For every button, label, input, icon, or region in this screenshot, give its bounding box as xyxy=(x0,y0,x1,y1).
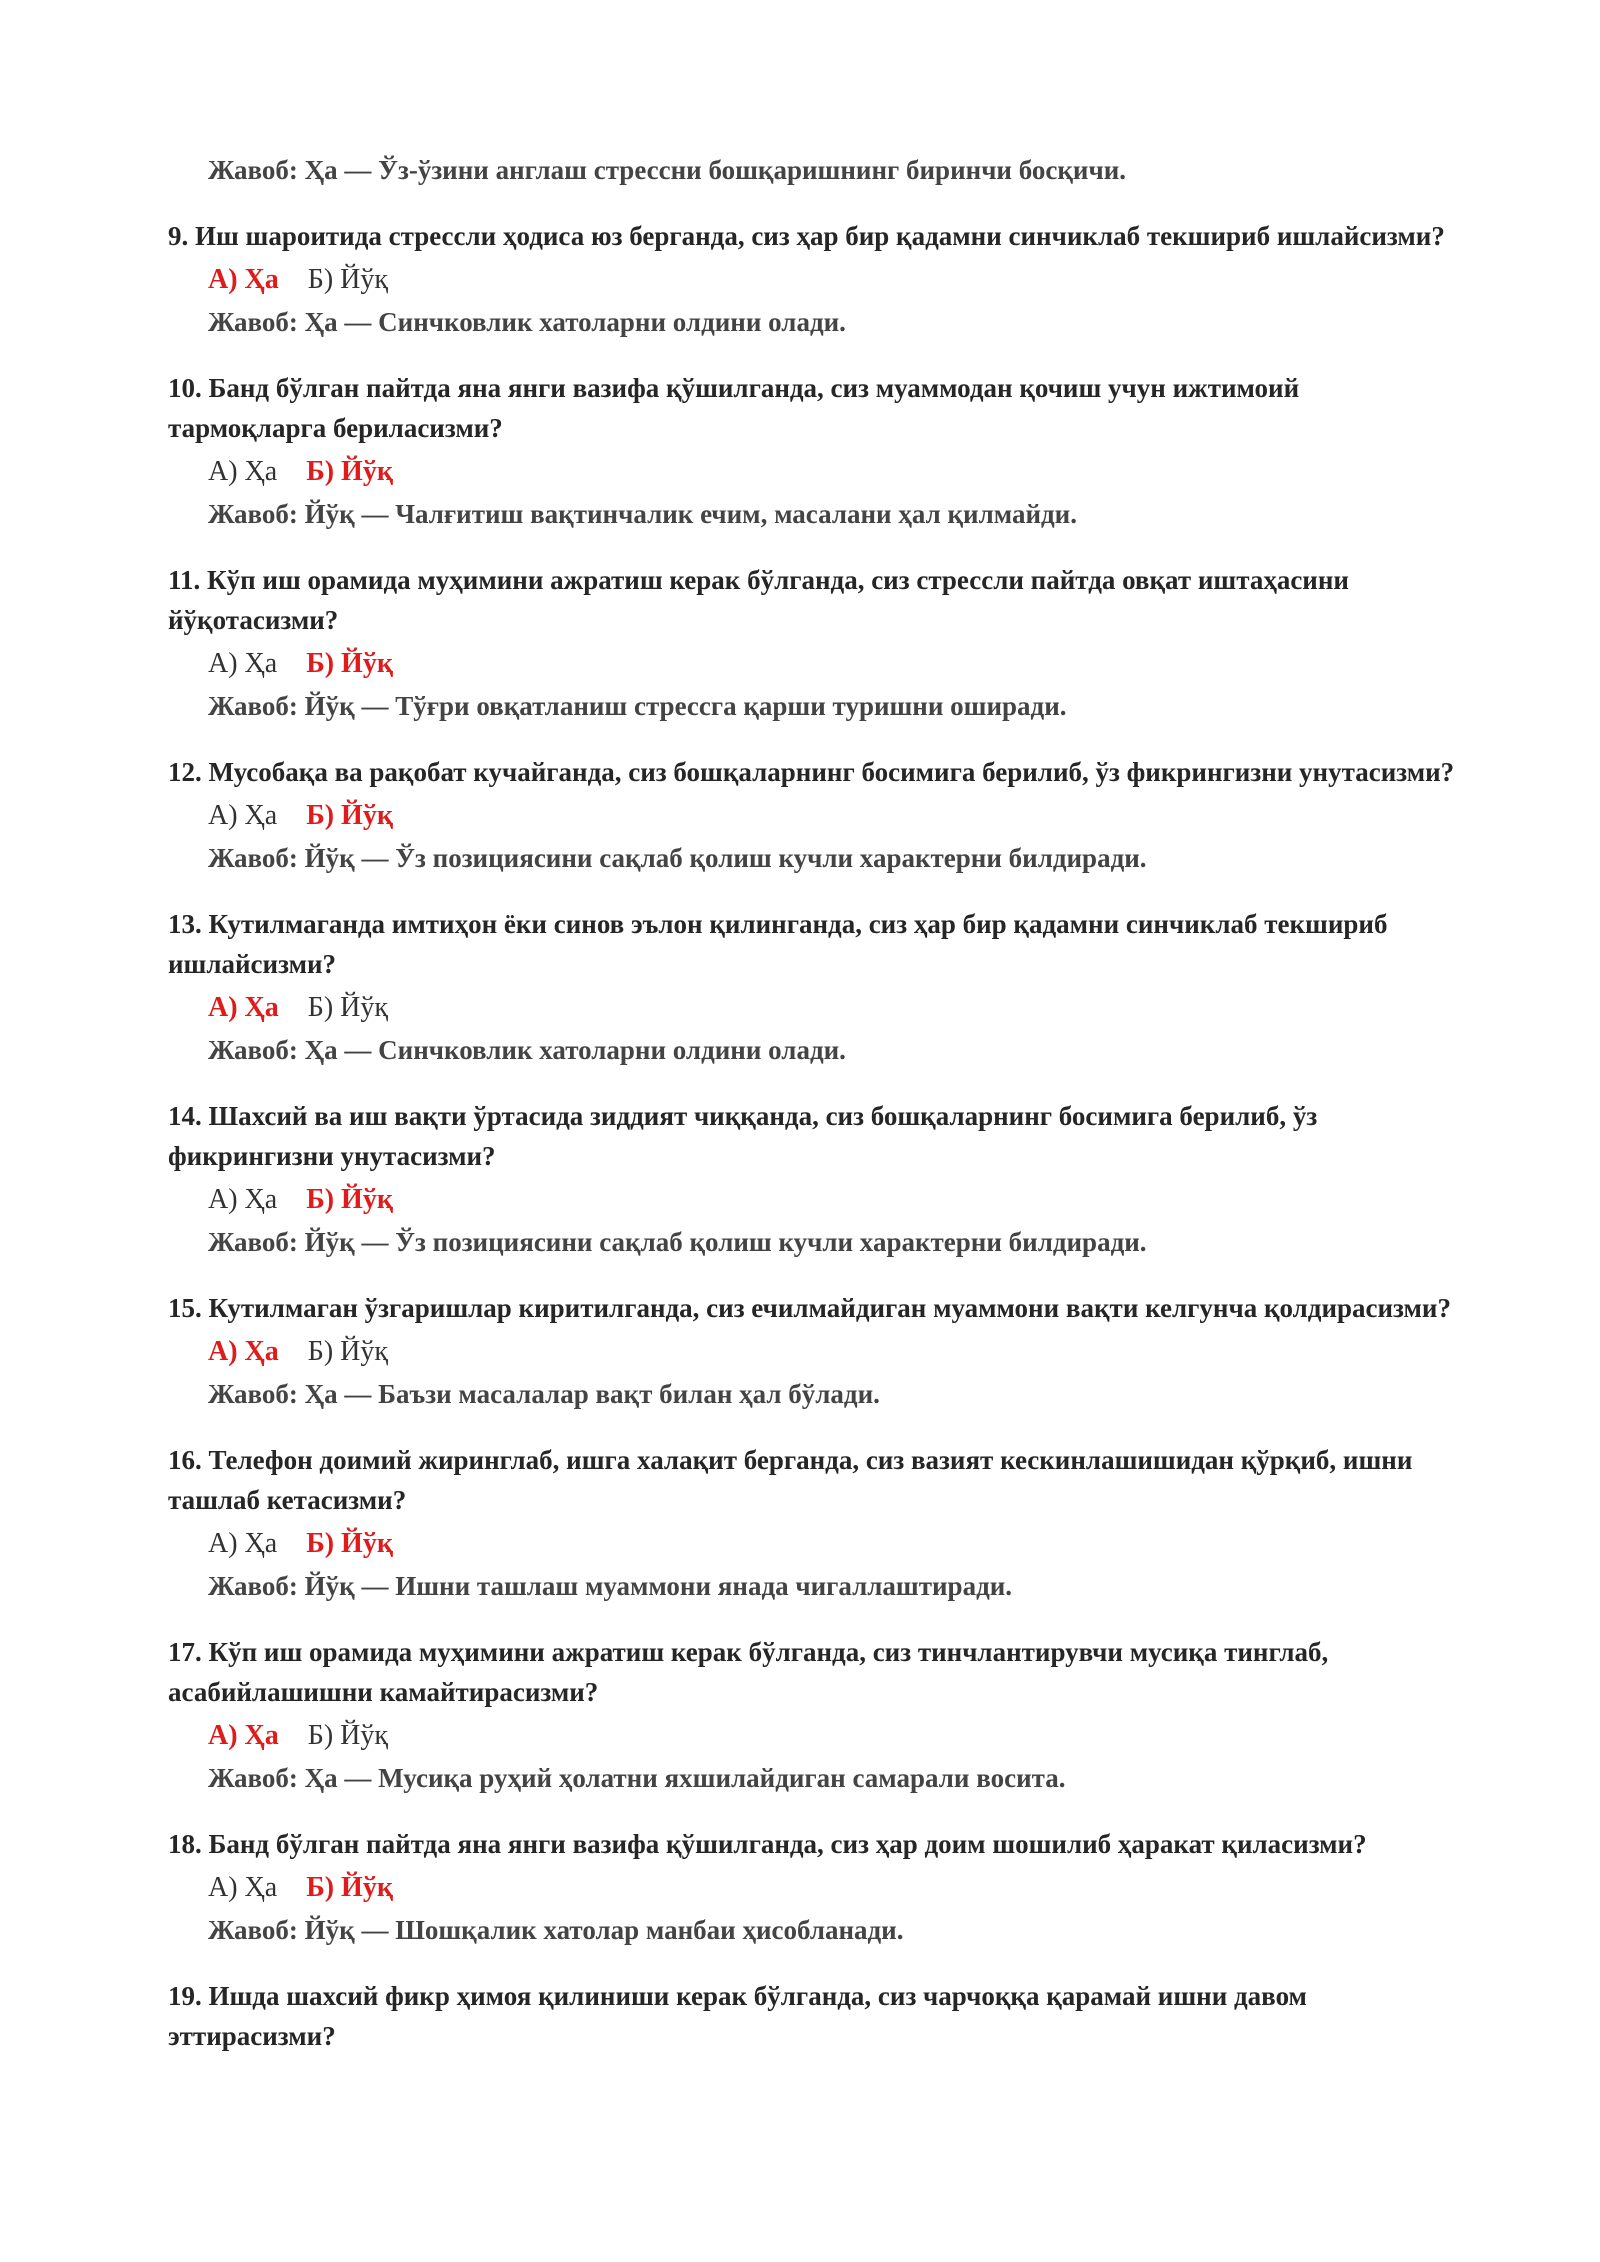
answer-explanation: Жавоб: Йўқ — Ўз позициясини сақлаб қолиш кучли характерни билдиради. xyxy=(208,843,1147,873)
question-block xyxy=(168,752,1458,878)
answer-explanation: Жавоб: Ҳа — Мусиқа руҳий ҳолатни яхшилайдиган самарали восита. xyxy=(208,1763,1066,1793)
answer-explanation: Жавоб: Йўқ — Ишни ташлаш муаммони янада чигаллаштиради. xyxy=(208,1571,1013,1601)
answer-line-q8: Жавоб: Ҳа — Ўз-ўзини англаш стрессни бошқаришнинг биринчи босқичи. xyxy=(208,155,1126,185)
answer-options xyxy=(208,1714,1458,1758)
option-a[interactable]: А) Ҳа xyxy=(208,800,278,831)
question-block xyxy=(168,904,1458,1070)
question-text: 13. Кутилмаганда имтиҳон ёки синов эълон қилинганда, сиз ҳар бир қадамни синчиклаб текшириб ишлайсизми? xyxy=(168,909,1388,979)
question-block xyxy=(168,368,1458,534)
answer-explanation: Жавоб: Ҳа — Синчковлик хатоларни олдини олади. xyxy=(208,307,846,337)
answer-explanation: Жавоб: Йўқ — Чалғитиш вақтинчалик ечим, масалани ҳал қилмайди. xyxy=(208,499,1077,529)
question-block xyxy=(168,1824,1458,1950)
answer-options xyxy=(208,1330,1458,1374)
question-block xyxy=(168,1632,1458,1798)
question-text: 16. Телефон доимий жиринглаб, ишга халақит берганда, сиз вазият кескинлашишидан қўрқиб, ишни ташлаб кетасизми? xyxy=(168,1445,1413,1515)
document-content xyxy=(168,150,1458,2056)
option-a[interactable]: А) Ҳа xyxy=(208,992,279,1023)
answer-explanation: Жавоб: Ҳа — Синчковлик хатоларни олдини олади. xyxy=(208,1035,846,1065)
question-text: 9. Иш шароитида стрессли ҳодиса юз берганда, сиз ҳар бир қадамни синчиклаб текшириб ишлайсизми? xyxy=(168,221,1445,251)
option-b[interactable]: Б) Йўқ xyxy=(307,1720,388,1751)
question-block xyxy=(168,216,1458,342)
answer-options xyxy=(208,258,1458,302)
option-a[interactable]: А) Ҳа xyxy=(208,264,279,295)
answer-explanation: Жавоб: Йўқ — Тўғри овқатланиш стрессга қарши туришни оширади. xyxy=(208,691,1067,721)
question-text: 11. Кўп иш орамида муҳимини ажратиш керак бўлганда, сиз стрессли пайтда овқат иштаҳасини йўқотасизми? xyxy=(168,565,1349,635)
question-text: 15. Кутилмаган ўзгаришлар киритилганда, сиз ечилмайдиган муаммони вақти келгунча қолдирасизми? xyxy=(168,1293,1451,1323)
question-text: 14. Шахсий ва иш вақти ўртасида зиддият чиққанда, сиз бошқаларнинг босимига берилиб, ўз фикрингизни унутасизми? xyxy=(168,1101,1318,1171)
answer-options xyxy=(208,794,1458,838)
option-b[interactable]: Б) Йўқ xyxy=(307,264,388,295)
option-a[interactable]: А) Ҳа xyxy=(208,648,278,679)
option-b[interactable]: Б) Йўқ xyxy=(306,1872,393,1903)
questions-list xyxy=(168,216,1458,2056)
question-text: 18. Банд бўлган пайтда яна янги вазифа қўшилганда, сиз ҳар доим шошилиб ҳаракат қиласизми? xyxy=(168,1829,1367,1859)
option-a[interactable]: А) Ҳа xyxy=(208,456,278,487)
question-block xyxy=(168,1976,1458,2056)
question-text: 12. Мусобақа ва рақобат кучайганда, сиз бошқаларнинг босимига берилиб, ўз фикрингизни унутасизми? xyxy=(168,757,1455,787)
option-b[interactable]: Б) Йўқ xyxy=(306,800,393,831)
answer-options xyxy=(208,986,1458,1030)
option-b[interactable]: Б) Йўқ xyxy=(306,456,393,487)
option-b[interactable]: Б) Йўқ xyxy=(306,648,393,679)
answer-options xyxy=(208,1178,1458,1222)
question-text: 17. Кўп иш орамида муҳимини ажратиш керак бўлганда, сиз тинчлантирувчи мусиқа тинглаб, асабийлашишни камайтирасизми? xyxy=(168,1637,1329,1707)
option-a[interactable]: А) Ҳа xyxy=(208,1528,278,1559)
option-b[interactable]: Б) Йўқ xyxy=(307,992,388,1023)
option-a[interactable]: А) Ҳа xyxy=(208,1872,278,1903)
option-b[interactable]: Б) Йўқ xyxy=(307,1336,388,1367)
answer-explanation: Жавоб: Йўқ — Шошқалик хатолар манбаи ҳисобланади. xyxy=(208,1915,904,1945)
option-b[interactable]: Б) Йўқ xyxy=(306,1528,393,1559)
question-text: 10. Банд бўлган пайтда яна янги вазифа қўшилганда, сиз муаммодан қочиш учун ижтимоий тармоқларга бериласизми? xyxy=(168,373,1300,443)
answer-explanation: Жавоб: Ҳа — Баъзи масалалар вақт билан ҳал бўлади. xyxy=(208,1379,880,1409)
answer-options xyxy=(208,1866,1458,1910)
option-b[interactable]: Б) Йўқ xyxy=(306,1184,393,1215)
question-text: 19. Ишда шахсий фикр ҳимоя қилиниши керак бўлганда, сиз чарчоққа қарамай ишни давом эттирасизми? xyxy=(168,1981,1307,2051)
question-block xyxy=(168,1288,1458,1414)
question-block xyxy=(168,1096,1458,1262)
question-block xyxy=(168,1440,1458,1606)
option-a[interactable]: А) Ҳа xyxy=(208,1336,279,1367)
question-block xyxy=(168,560,1458,726)
answer-options xyxy=(208,1522,1458,1566)
answer-options xyxy=(208,642,1458,686)
answer-options xyxy=(208,450,1458,494)
answer-explanation: Жавоб: Йўқ — Ўз позициясини сақлаб қолиш кучли характерни билдиради. xyxy=(208,1227,1147,1257)
option-a[interactable]: А) Ҳа xyxy=(208,1184,278,1215)
option-a[interactable]: А) Ҳа xyxy=(208,1720,279,1751)
